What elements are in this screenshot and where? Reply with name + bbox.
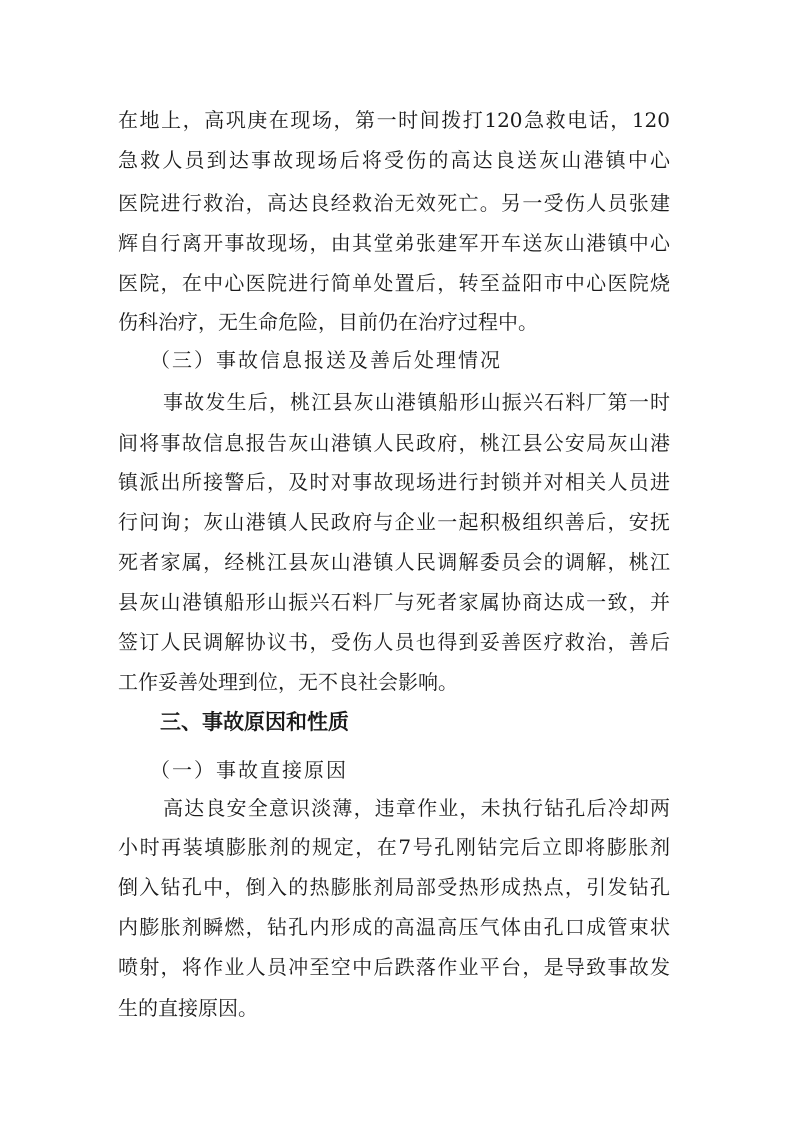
text-line: 镇派出所接警后，及时对事故现场进行封锁并对相关人员进 <box>118 470 670 494</box>
text-line: 医院进行救治，高达良经救治无效死亡。另一受伤人员张建 <box>118 191 670 215</box>
text-line: 喷射，将作业人员冲至空中后跌落作业平台，是导致事故发 <box>118 955 670 979</box>
text-line: 工作妥善处理到位，无不良社会影响。 <box>118 670 458 694</box>
section-heading-info-reporting: （三）事故信息报送及善后处理情况 <box>150 348 502 372</box>
text-line: 间将事故信息报告灰山港镇人民政府，桃江县公安局灰山港 <box>118 431 670 455</box>
text-line: 县灰山港镇船形山振兴石料厂与死者家属协商达成一致，并 <box>118 590 670 614</box>
text-line: 行问询；灰山港镇人民政府与企业一起积极组织善后，安抚 <box>118 510 670 534</box>
text-line: 生的直接原因。 <box>118 996 258 1020</box>
text-line: 死者家属，经桃江县灰山港镇人民调解委员会的调解，桃江 <box>118 550 670 574</box>
text-line: 事故发生后，桃江县灰山港镇船形山振兴石料厂第一时 <box>163 390 670 414</box>
subsection-heading-direct-cause: （一）事故直接原因 <box>150 758 348 782</box>
text-line: 内膨胀剂瞬燃，钻孔内形成的高温高压气体由孔口成管束状 <box>118 915 670 939</box>
text-line: 伤科治疗，无生命危险，目前仍在治疗过程中。 <box>118 310 538 334</box>
text-line: 急救人员到达事故现场后将受伤的高达良送灰山港镇中心 <box>118 148 670 172</box>
text-line: 小时再装填膨胀剂的规定，在7号孔刚钻完后立即将膨胀剂 <box>118 835 670 859</box>
text-line: 医院，在中心医院进行简单处置后，转至益阳市中心医院烧 <box>118 271 670 295</box>
section-heading-causes: 三、事故原因和性质 <box>160 710 349 734</box>
text-line: 高达良安全意识淡薄，违章作业，未执行钻孔后冷却两 <box>163 796 670 820</box>
text-line: 辉自行离开事故现场，由其堂弟张建军开车送灰山港镇中心 <box>118 231 670 255</box>
text-line: 在地上，高巩庚在现场，第一时间拨打120急救电话，120 <box>118 108 670 132</box>
text-line: 倒入钻孔中，倒入的热膨胀剂局部受热形成热点，引发钻孔 <box>118 875 670 899</box>
text-line: 签订人民调解协议书，受伤人员也得到妥善医疗救治，善后 <box>118 630 670 654</box>
